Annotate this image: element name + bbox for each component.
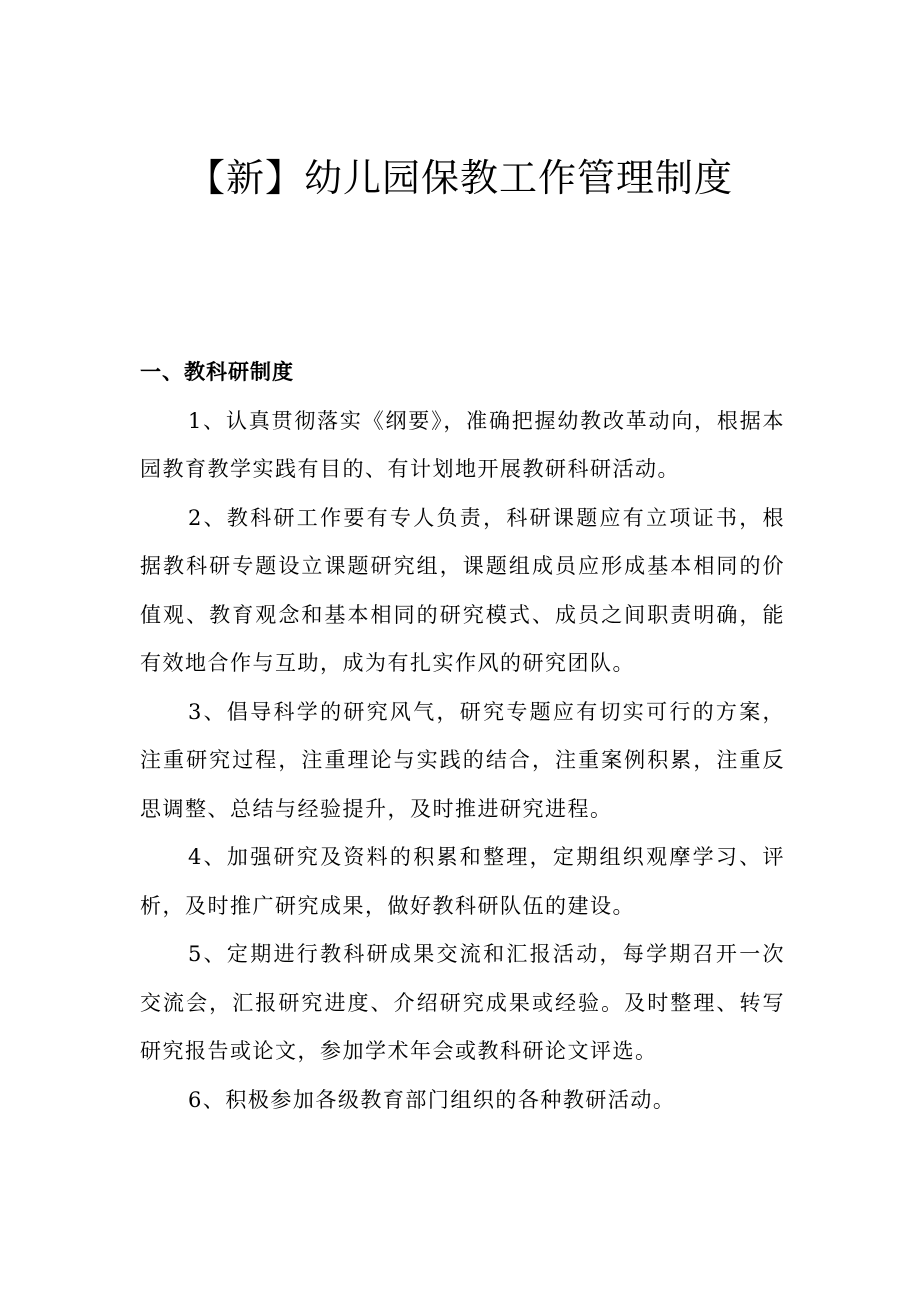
document-body xyxy=(140,348,785,1124)
document-title: 【新】幼儿园保教工作管理制度 xyxy=(186,156,733,200)
paragraph-2: 2、教科研工作要有专人负责，科研课题应有立项证书，根据教科研专题设立课题研究组，课题组成员应形成基本相同的价值观、教育观念和基本相同的研究模式、成员之间职责明确，能有效地合作与互助，成为有扎实作风的研究团队。 xyxy=(140,505,785,675)
paragraph-4: 4、加强研究及资料的积累和整理，定期组织观摩学习、评析，及时推广研究成果，做好教科研队伍的建设。 xyxy=(140,845,785,918)
section-heading: 一、教科研制度 xyxy=(140,360,294,384)
paragraph-5: 5、定期进行教科研成果交流和汇报活动，每学期召开一次交流会，汇报研究进度、介绍研究成果或经验。及时整理、转写研究报告或论文，参加学术年会或教科研论文评选。 xyxy=(140,942,785,1063)
paragraph-1: 1、认真贯彻落实《纲要》，准确把握幼教改革动向，根据本园教育教学实践有目的、有计划地开展教研科研活动。 xyxy=(140,408,785,481)
paragraph-6: 6、积极参加各级教育部门组织的各种教研活动。 xyxy=(188,1087,676,1112)
paragraph-3: 3、倡导科学的研究风气，研究专题应有切实可行的方案，注重研究过程，注重理论与实践的结合，注重案例积累，注重反思调整、总结与经验提升，及时推进研究进程。 xyxy=(140,699,785,821)
